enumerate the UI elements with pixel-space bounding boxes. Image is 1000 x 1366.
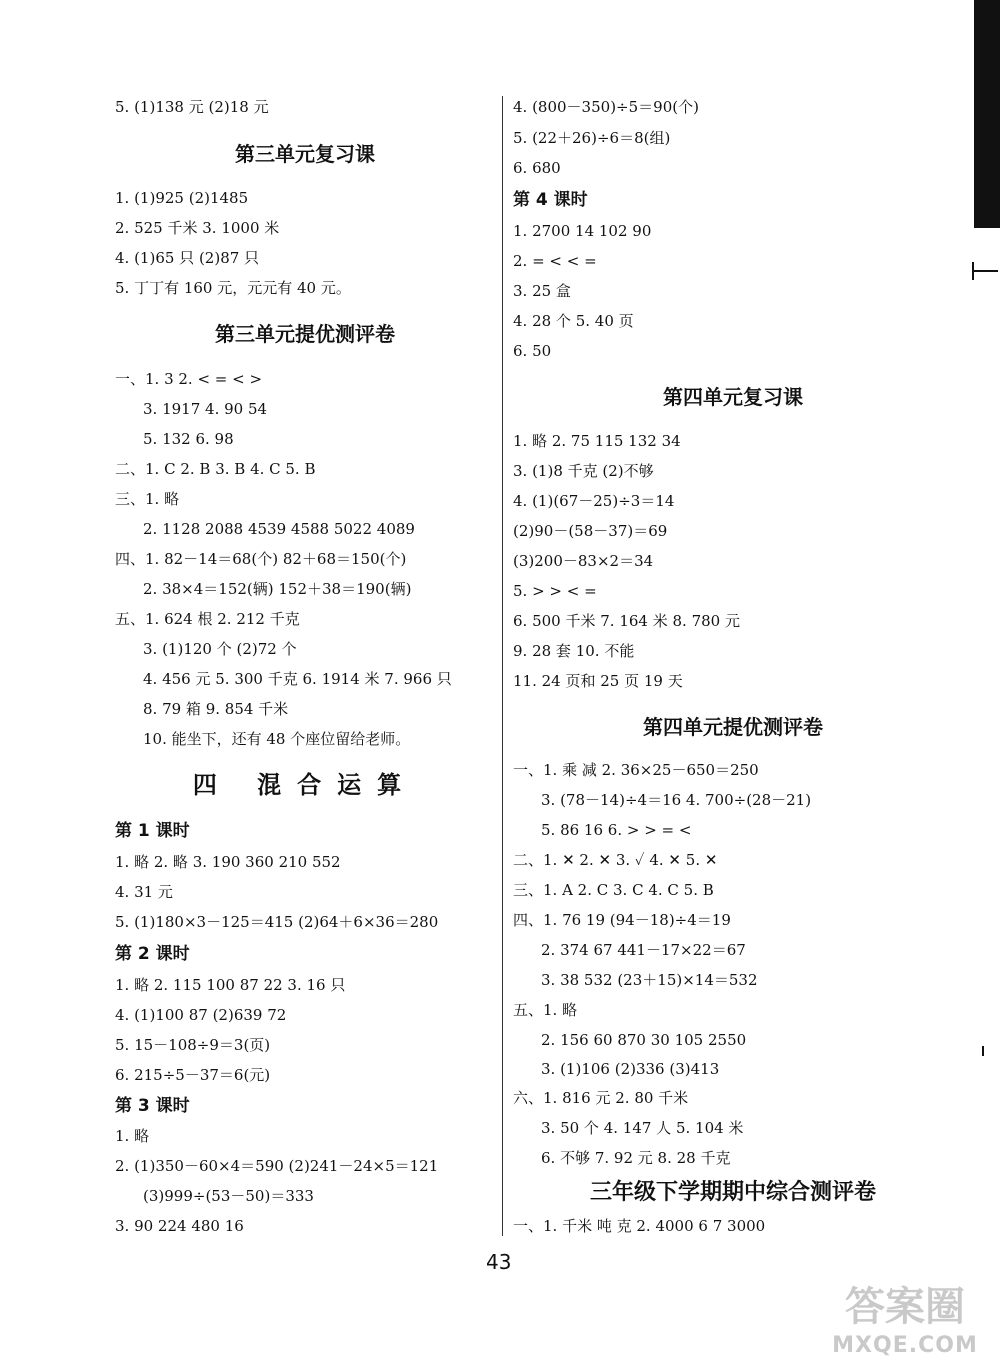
- answer-line: 1. 略 2. 75 115 132 34: [513, 432, 681, 450]
- answer-line: 6. 680: [513, 159, 561, 177]
- answer-line: 1. 略 2. 115 100 87 22 3. 16 只: [115, 976, 346, 994]
- answer-line: 5. 丁丁有 160 元，元元有 40 元。: [115, 279, 351, 297]
- scan-edge-mark: [972, 262, 974, 280]
- answer-line: (2)90－(58－37)＝69: [513, 522, 668, 540]
- answer-line: 六、1. 816 元 2. 80 千米: [513, 1089, 689, 1107]
- answer-line: 6. 50: [513, 342, 552, 360]
- answer-line: 一、1. 乘 减 2. 36×25－650＝250: [513, 761, 759, 779]
- answer-line: 一、1. 千米 吨 克 2. 4000 6 7 3000: [513, 1217, 766, 1235]
- answer-line: 3. 50 个 4. 147 人 5. 104 米: [541, 1119, 744, 1137]
- answer-line: 3. 90 224 480 16: [115, 1217, 244, 1235]
- answer-line: 2. (1)350－60×4＝590 (2)241－24×5＝121: [115, 1157, 439, 1175]
- answer-line: 四、1. 82－14＝68(个) 82＋68＝150(个): [115, 550, 407, 568]
- answer-line: 4. (1)65 只 (2)87 只: [115, 249, 260, 267]
- answer-line: 三、1. A 2. C 3. C 4. C 5. B: [513, 881, 714, 899]
- answer-line: 4. 31 元: [115, 883, 173, 901]
- answer-line: 2. 525 千米 3. 1000 米: [115, 219, 280, 237]
- answer-line: 1. (1)925 (2)1485: [115, 189, 249, 207]
- answer-line: 4. 28 个 5. 40 页: [513, 312, 634, 330]
- answer-line: 3. 1917 4. 90 54: [143, 400, 268, 418]
- answer-line: 4. (800－350)÷5＝90(个): [513, 98, 699, 116]
- answer-line: 5. > > < =: [513, 582, 597, 600]
- section-heading: 第四单元提优测评卷: [643, 715, 823, 739]
- scan-edge-mark: [982, 1046, 984, 1056]
- section-heading: 第三单元提优测评卷: [215, 322, 395, 346]
- watermark: [815, 1285, 995, 1363]
- answer-line: 3. (1)8 千克 (2)不够: [513, 462, 654, 480]
- answer-line: 6. 500 千米 7. 164 米 8. 780 元: [513, 612, 740, 630]
- answer-line: 3. 38 532 (23＋15)×14＝532: [541, 971, 758, 989]
- answer-line: 五、1. 624 根 2. 212 千克: [115, 610, 300, 628]
- lesson-heading: 第 1 课时: [115, 821, 190, 841]
- answer-line: 2. = < < =: [513, 252, 597, 270]
- answer-line: 3. (78－14)÷4＝16 4. 700÷(28－21): [541, 791, 812, 809]
- answer-line: 5. 86 16 6. > > = <: [541, 821, 692, 839]
- answer-line: 5. (1)180×3－125＝415 (2)64＋6×36＝280: [115, 913, 439, 931]
- answer-line: 2. 1128 2088 4539 4588 5022 4089: [143, 520, 415, 538]
- section-heading: 第三单元复习课: [235, 142, 375, 166]
- answer-line: 三、1. 略: [115, 490, 180, 508]
- answer-line: 5. (22＋26)÷6＝8(组): [513, 129, 671, 147]
- answer-line: 5. 132 6. 98: [143, 430, 234, 448]
- answer-line: 2. 374 67 441－17×22＝67: [541, 941, 746, 959]
- answer-line: 8. 79 箱 9. 854 千米: [143, 700, 289, 718]
- watermark-logo: 答案圈: [845, 1284, 965, 1330]
- answer-line: 6. 不够 7. 92 元 8. 28 千克: [541, 1149, 731, 1167]
- answer-line: (3)999÷(53－50)＝333: [143, 1187, 314, 1205]
- scan-edge-mark: [972, 270, 998, 272]
- answer-line: 3. 25 盒: [513, 282, 571, 300]
- answer-line: (3)200－83×2＝34: [513, 552, 654, 570]
- answer-line: 2. 156 60 870 30 105 2550: [541, 1031, 747, 1049]
- answer-line: 五、1. 略: [513, 1001, 578, 1019]
- page-number: 43: [486, 1250, 512, 1274]
- answer-line: 1. 略 2. 略 3. 190 360 210 552: [115, 853, 341, 871]
- lesson-heading: 第 2 课时: [115, 944, 190, 964]
- answer-line: 10. 能坐下，还有 48 个座位留给老师。: [143, 730, 411, 748]
- watermark-url: MXQE.COM: [832, 1333, 978, 1358]
- answer-line: 5. 15－108÷9＝3(页): [115, 1036, 271, 1054]
- answer-line: 9. 28 套 10. 不能: [513, 642, 635, 660]
- answer-line: 4. 456 元 5. 300 千克 6. 1914 米 7. 966 只: [143, 670, 452, 688]
- scan-edge-bar: [974, 0, 1000, 228]
- answer-line: 3. (1)120 个 (2)72 个: [143, 640, 297, 658]
- answer-line: 2. 38×4＝152(辆) 152＋38＝190(辆): [143, 580, 412, 598]
- lesson-heading: 第 4 课时: [513, 190, 588, 210]
- answer-line: 3. (1)106 (2)336 (3)413: [541, 1060, 720, 1078]
- answer-line: 1. 略: [115, 1127, 150, 1145]
- answer-line: 4. (1)(67－25)÷3＝14: [513, 492, 675, 510]
- column-divider: [502, 96, 503, 1236]
- chapter-heading: 四 混合运算: [192, 771, 418, 799]
- lesson-heading: 第 3 课时: [115, 1096, 190, 1116]
- answer-line: 二、1. ✕ 2. ✕ 3. ✓ 4. ✕ 5. ✕: [513, 851, 718, 869]
- answer-line: 4. (1)100 87 (2)639 72: [115, 1006, 287, 1024]
- answer-line: 5. (1)138 元 (2)18 元: [115, 98, 269, 116]
- answer-line: 1. 2700 14 102 90: [513, 222, 652, 240]
- section-heading: 第四单元复习课: [663, 385, 803, 409]
- answer-line: 6. 215÷5－37＝6(元): [115, 1066, 271, 1084]
- answer-line: 二、1. C 2. B 3. B 4. C 5. B: [115, 460, 316, 478]
- answer-line: 四、1. 76 19 (94－18)÷4＝19: [513, 911, 731, 929]
- section-heading: 三年级下学期期中综合测评卷: [589, 1180, 876, 1205]
- answer-line: 11. 24 页和 25 页 19 天: [513, 672, 683, 690]
- answer-line: 一、1. 3 2. < = < >: [115, 370, 263, 388]
